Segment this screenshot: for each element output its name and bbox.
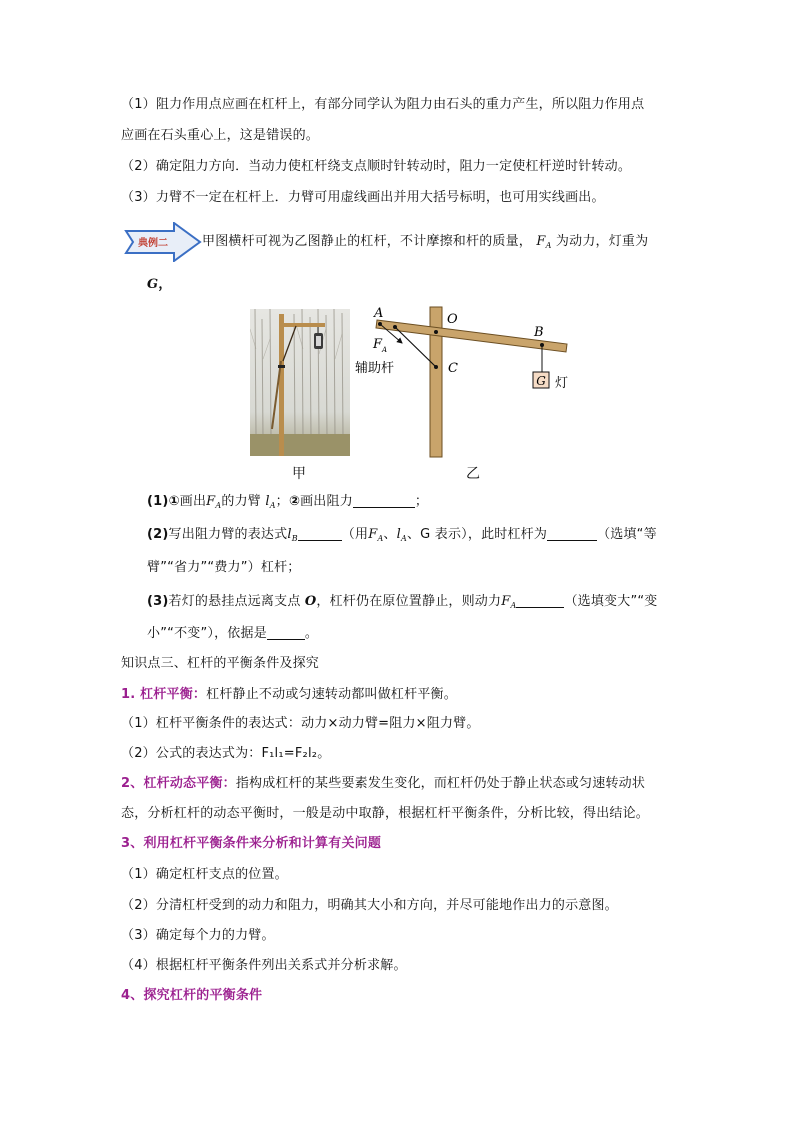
q1-d: ② — [288, 494, 301, 509]
note-1b: 应画在石头重心上，这是错误的。 — [121, 128, 320, 143]
q1-answer-blank[interactable] — [353, 493, 415, 508]
q3-sym-A: A — [510, 601, 517, 610]
q3-e: 。 — [304, 626, 319, 641]
lever-diagram — [355, 300, 580, 460]
q1-a: 画出 — [179, 494, 207, 509]
p2-label: 2、杠杆动态平衡： — [121, 776, 236, 791]
caption-right: 乙 — [466, 466, 480, 482]
example-stem — [202, 232, 648, 256]
q2-sym-l2: l — [396, 527, 401, 542]
example-stem-force-sub: A — [545, 241, 552, 250]
photo-lamp-post — [250, 309, 350, 456]
q1-b: 的力臂 — [221, 494, 261, 509]
label-lamp: 灯 — [555, 376, 569, 391]
section3-p1-2: （2）公式的表达式为：F₁l₁=F₂l₂。 — [121, 746, 331, 761]
question-3 — [147, 592, 658, 616]
p2-text-a: 指构成杠杆的某些要素发生变化，而杠杆仍处于静止状态或匀速转动状 — [235, 776, 646, 791]
q1-sym-l-sub: A — [269, 501, 276, 510]
section3-p1-1: （1）杠杆平衡条件的表达式：动力×动力臂=阻力×阻力臂。 — [121, 716, 480, 731]
section3-p1 — [121, 685, 457, 705]
q3-answer-blank-1[interactable] — [516, 593, 564, 608]
note-2: （2）确定阻力方向．当动力使杠杆绕支点顺时针转动时，阻力一定使杠杆逆时针转动。 — [121, 159, 632, 174]
q1-sym-l: l — [265, 494, 270, 509]
section3-p3-3: （3）确定每个力的力臂。 — [121, 928, 275, 943]
q2-sym-B: B — [291, 534, 298, 543]
example-g-symbol: G — [147, 277, 159, 292]
q3-o: O — [304, 594, 317, 609]
question-2 — [147, 525, 657, 549]
question-1 — [147, 492, 428, 516]
q2-sym-lA: A — [400, 534, 407, 543]
label-G: G — [536, 374, 546, 388]
p1-label: 1. 杠杆平衡： — [121, 687, 207, 702]
q2-sym-FA: A — [377, 534, 384, 543]
section-heading: 知识点三、杠杆的平衡条件及探究 — [121, 656, 320, 671]
q3-sym-F: F — [501, 594, 511, 609]
section3-p2 — [121, 774, 645, 794]
q2-num: (2) — [147, 527, 169, 542]
q1-e: 画出阻力 — [300, 494, 353, 509]
q3-d: 小”“不变”），依据是 — [147, 626, 267, 641]
question-3-cont — [147, 624, 318, 644]
q3-b: ，杠杆仍在原位置静止，则动力 — [316, 594, 502, 609]
q3-num: (3) — [147, 594, 169, 609]
section3-p3-1: （1）确定杠杆支点的位置。 — [121, 867, 288, 882]
p1-text: 杠杆静止不动或匀速转动都叫做杠杆平衡。 — [206, 687, 457, 702]
example-stem-b: 为动力，灯重为 — [555, 234, 649, 249]
q3-a: 若灯的悬挂点远离支点 — [168, 594, 305, 609]
q1-f: ； — [414, 494, 429, 509]
label-C: C — [448, 361, 458, 376]
label-rod: 辅助杆 — [355, 361, 395, 376]
section3-p3-2: （2）分清杠杆受到的动力和阻力，明确其大小和方向，并尽可能地作出力的示意图。 — [121, 898, 618, 913]
q2-e: （选填“等 — [597, 527, 657, 542]
q3-c: （选填变大”“变 — [564, 594, 658, 609]
caption-left: 甲 — [292, 466, 306, 482]
section3-p3: 3、利用杠杆平衡条件来分析和计算有关问题 — [121, 836, 382, 851]
example-stem-a: 甲图横杆可视为乙图静止的杠杆，不计摩擦和杆的质量， — [202, 234, 533, 249]
section3-p2-cont: 态，分析杠杆的动态平衡时，一般是动中取静，根据杠杆平衡条件，分析比较，得出结论。 — [121, 806, 650, 821]
example-stem-force: F — [536, 234, 546, 249]
q2-answer-blank-1[interactable] — [298, 526, 342, 541]
q3-answer-blank-2[interactable] — [267, 625, 305, 640]
q2-d: 、G 表示），此时杠杆为 — [406, 527, 548, 542]
q2-a: 写出阻力臂的表达式 — [168, 527, 288, 542]
note-3: （3）力臂不一定在杠杆上．力臂可用虚线画出并用大括号标明，也可用实线画出。 — [121, 190, 605, 205]
label-B: B — [534, 325, 544, 340]
label-F: F — [373, 337, 383, 352]
q2-sym-F: F — [368, 527, 378, 542]
note-1a: （1）阻力作用点应画在杠杆上，有部分同学认为阻力由石头的重力产生，所以阻力作用点 — [121, 97, 645, 112]
example-badge-arrow-icon — [124, 222, 202, 262]
section3-p3-4: （4）根据杠杆平衡条件列出关系式并分析求解。 — [121, 958, 407, 973]
q2-c: 、 — [383, 527, 397, 542]
label-A: A — [374, 306, 384, 321]
example-badge-label: 典例二 — [138, 238, 168, 249]
q1-sym-A: A — [215, 501, 222, 510]
label-F-sub: A — [382, 346, 388, 354]
q1-num: (1)① — [147, 494, 180, 509]
q2-sym-l: l — [287, 527, 292, 542]
q1-sym-F: F — [206, 494, 216, 509]
example-g-punct: ， — [158, 277, 172, 292]
label-O: O — [447, 312, 458, 327]
q2-answer-blank-2[interactable] — [547, 526, 597, 541]
q2-b: （用 — [341, 527, 369, 542]
question-2-cont: 臂”“省力”“费力”）杠杆； — [147, 560, 301, 575]
example-stem-g — [147, 275, 172, 295]
section3-p4: 4、探究杠杆的平衡条件 — [121, 988, 263, 1003]
q1-c: ； — [275, 494, 289, 509]
